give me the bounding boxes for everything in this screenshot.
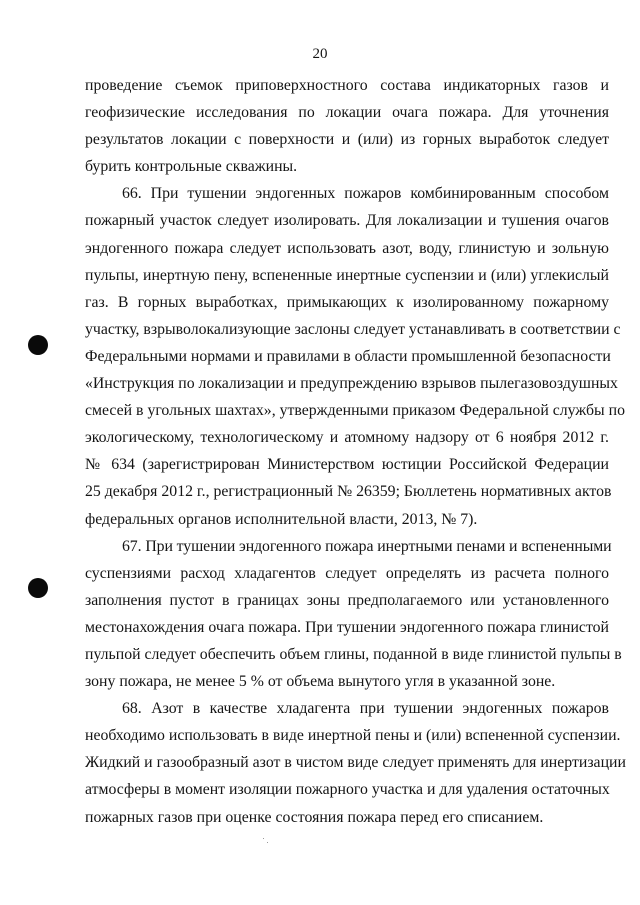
- text-line: местонахождения очага пожара. При тушении эндогенного пожара глинистой: [85, 618, 609, 636]
- binder-hole: [28, 335, 48, 355]
- text-line: эндогенного пожара следует использовать азот, воду, глинистую и зольную: [85, 239, 609, 257]
- text-line: газ. В горных выработках, примыкающих к изолированному пожарному: [85, 293, 609, 311]
- document-body: [85, 72, 626, 831]
- text-line: экологическому, технологическому и атомному надзору от 6 ноября 2012 г.: [85, 429, 609, 447]
- text-line: результатов локации с поверхности и (или) из горных выработок следует: [85, 131, 609, 149]
- text-line: № 634 (зарегистрирован Министерством юстиции Российской Федерации: [85, 456, 609, 474]
- text-line: бурить контрольные скважины.: [85, 158, 298, 176]
- page-number: 20: [312, 46, 328, 62]
- text-line: зону пожара, не менее 5 % от объема вынутого угля в указанной зоне.: [85, 673, 556, 691]
- text-line: проведение съемок приповерхностного состава индикаторных газов и: [85, 77, 609, 94]
- text-line: «Инструкция по локализации и предупреждению взрывов пылегазовоздушных: [85, 375, 618, 393]
- scan-speck: [267, 842, 268, 843]
- text-line: заполнения пустот в границах зоны предполагаемого или установленного: [85, 591, 609, 609]
- text-line: геофизические исследования по локации очага пожара. Для уточнения: [85, 104, 609, 122]
- text-line: участку, взрыволокализующие заслоны следует устанавливать в соответствии с: [85, 320, 621, 338]
- text-line: атмосферы в момент изоляции пожарного участка и для удаления остаточных: [85, 781, 610, 799]
- text-line: пульпы, инертную пену, вспененные инертные суспензии и (или) углекислый: [85, 266, 609, 284]
- text-line: Федеральными нормами и правилами в области промышленной безопасности: [85, 347, 611, 365]
- text-line: пожарных газов при оценке состояния пожара перед его списанием.: [85, 808, 544, 826]
- text-line: 67. При тушении эндогенного пожара инертными пенами и вспененными: [122, 537, 612, 555]
- text-line: Жидкий и газообразный азот в чистом виде следует применять для инертизации: [85, 754, 626, 772]
- paragraph-67: [85, 533, 622, 696]
- text-line: федеральных органов исполнительной власти, 2013, № 7).: [85, 510, 478, 528]
- binder-hole: [28, 578, 48, 598]
- text-line: пульпой следует обеспечить объем глины, поданной в виде глинистой пульпы в: [85, 645, 622, 663]
- paragraph-68: [85, 695, 626, 830]
- text-line: смесей в угольных шахтах», утвержденными приказом Федеральной службы по: [85, 402, 625, 420]
- paragraph-continuation: [85, 72, 609, 180]
- text-line: 25 декабря 2012 г., регистрационный № 26359; Бюллетень нормативных актов: [85, 483, 612, 501]
- text-line: необходимо использовать в виде инертной пены и (или) вспененной суспензии.: [85, 727, 621, 745]
- text-line: суспензиями расход хладагентов следует определять из расчета полного: [85, 564, 609, 582]
- text-line: пожарный участок следует изолировать. Для локализации и тушения очагов: [85, 212, 609, 230]
- text-line: 68. Азот в качестве хладагента при тушении эндогенных пожаров: [122, 700, 609, 718]
- text-line: 66. При тушении эндогенных пожаров комбинированным способом: [122, 185, 609, 203]
- scan-speck: [263, 838, 264, 839]
- paragraph-66: [85, 180, 625, 532]
